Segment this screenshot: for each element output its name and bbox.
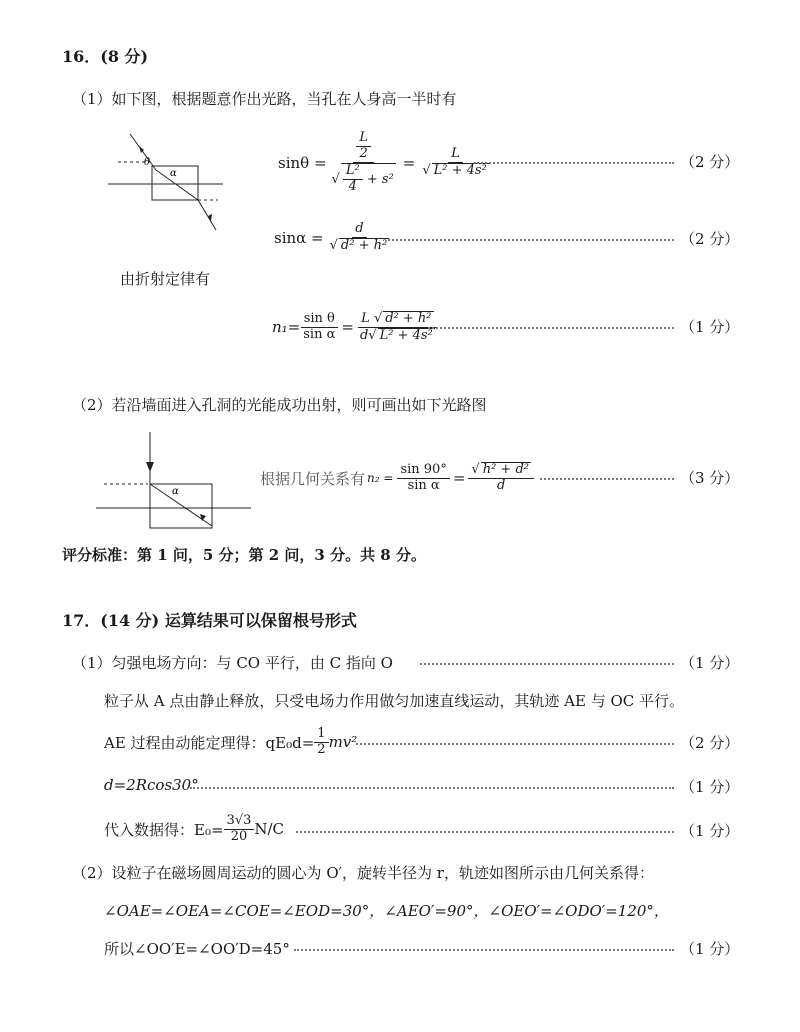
term-s2: + s² [366,171,394,187]
fraction [327,222,393,254]
leader-dots [420,663,674,665]
fraction-denominator: √ $\frac{\text{L²}}{4}$ + s² [331,163,394,194]
radicand: d² + h² [385,310,432,326]
score-label: （1 分） [680,778,740,796]
q17-header: 17．(14 分) 运算结果可以保留根号形式 [62,611,357,630]
refraction-law-text: 由折射定律有 [120,270,211,288]
var-L: L [356,131,371,147]
leader-dots [296,831,674,833]
fraction-numerator: L √ d² + h² [358,311,436,328]
fraction [314,727,328,758]
q17-part1-line3 [104,724,357,760]
q16-header: 16．(8 分) [62,47,149,66]
fraction [224,814,255,845]
radicand: L² + 4s² [379,327,433,343]
q17-part2-line2: ∠OAE=∠OEA=∠COE=∠EOD=30°，∠AEO′=90°，∠OEO′=∠ODO′=120°， [104,902,669,920]
e0-denominator: 20 [230,828,248,844]
light-path-diagram-2 [96,432,256,536]
mv2-term: mv² [328,733,358,751]
theta-label: θ [144,157,151,168]
sin-alpha: sin α [303,326,336,342]
q17-part1-line2: 粒子从 A 点由静止释放，只受电场力作用做匀加速直线运动，其轨迹 AE 与 OC 平行。 [104,692,685,710]
q17-part2-line1: （2）设粒子在磁场圆周运动的圆心为 O′，旋转半径为 r，轨迹如图所示由几何关系得： [72,864,654,882]
leader-dots [388,239,674,241]
radicand: L² + 4s² [433,163,487,178]
var-d: d [497,478,506,493]
score-label: （1 分） [680,940,740,958]
leader-dots [474,162,674,164]
kinetic-energy-eq: AE 过程由动能定理得：qE₀d= [104,733,315,752]
fraction [300,312,338,343]
fraction-numerator: √ h² + d² [468,462,534,479]
eq-n2-lhs: n₂ = [367,471,394,485]
fraction [343,164,363,195]
var-d: d [352,222,366,238]
leader-dots [294,949,674,951]
score-label: （1 分） [680,822,740,840]
q16-part2-intro: （2）若沿墙面进入孔洞的光能成功出射，则可画出如下光路图 [72,396,487,414]
score-label: （2 分） [680,153,740,171]
fraction [329,131,399,195]
fraction-denominator: d√ L² + 4s² [359,327,433,343]
eq-n1-lhs: n₁= [272,318,301,336]
sin-alpha: sin α [407,477,440,493]
score-label: （1 分） [680,318,740,336]
eq-n1: n₁= $\frac{\text{sin θ}}{\text{sin α}}$ = $\frac{\text{L √ d² + h²}}{\text{d√ L² + 4s²}}$ [272,304,438,350]
num-4: 4 [348,178,357,194]
q17-part2-line3: 所以∠OO′E=∠OO′D=45° [104,940,290,958]
fraction [356,131,371,162]
grading-standard: 评分标准：第 1 问，5 分；第 2 问，3 分。共 8 分。 [62,546,426,564]
fraction [357,311,438,344]
score-label: （2 分） [680,734,740,752]
substitute-text: 代入数据得：E₀= [104,820,224,839]
fraction [468,462,534,494]
light-path-diagram-1 [108,128,228,238]
q16-part1-intro: （1）如下图，根据题意作出光路，当孔在人身高一半时有 [72,90,457,108]
var-L2: L² [343,164,363,180]
geometry-text: 根据几何关系有 [260,469,366,488]
alpha-label: α [172,486,179,497]
fraction-denominator: √ d² + h² [329,238,388,253]
fraction [397,463,449,494]
num-1: 1 [314,727,328,743]
var-L: L [448,147,463,163]
q17-part1-line4: d=2Rcos30° [104,776,199,794]
score-label: （1 分） [680,654,740,672]
score-label: （2 分） [680,230,740,248]
leader-dots [356,743,674,745]
alpha-label: α [170,168,177,179]
leader-dots [428,327,674,329]
eq-sin-alpha [274,216,392,260]
unit-label: N/C [254,820,285,838]
eq-sin-theta: sinθ = $\frac{L}{2}$ √ $\frac{\text{L²}}{4}$ + s² = $\frac{L}{\text{√ L² + 4s²}}$ [278,120,492,206]
q17-part1-line5 [104,810,284,848]
sin-90: sin 90° [397,463,449,479]
radicand: d² + h² [340,238,388,253]
eq-n2: 根据几何关系有 n₂ = $\frac{\sin 90^\circ}{\text{sin α}}$ = $\frac{\text{√ h² + d²}}{d}$ [260,455,534,501]
leader-dots [190,787,674,789]
score-label: （3 分） [680,469,740,487]
var-L: L [361,310,370,326]
num-2: 2 [359,146,368,162]
eq-sin-alpha-lhs: sinα = [274,229,324,247]
sin-theta: sin θ [301,312,338,328]
var-d: d [359,327,369,343]
e0-numerator: 3√3 [224,814,255,830]
leader-dots [540,478,674,480]
fraction-numerator [353,131,374,163]
num-2: 2 [317,741,326,757]
fraction-denominator: √ L² + 4s² [422,163,487,178]
q17-part1-line1: （1）匀强电场方向：与 CO 平行，由 C 指向 O [72,654,393,672]
radicand: h² + d² [482,462,529,478]
eq-sin-theta-lhs: sinθ = [278,154,327,172]
